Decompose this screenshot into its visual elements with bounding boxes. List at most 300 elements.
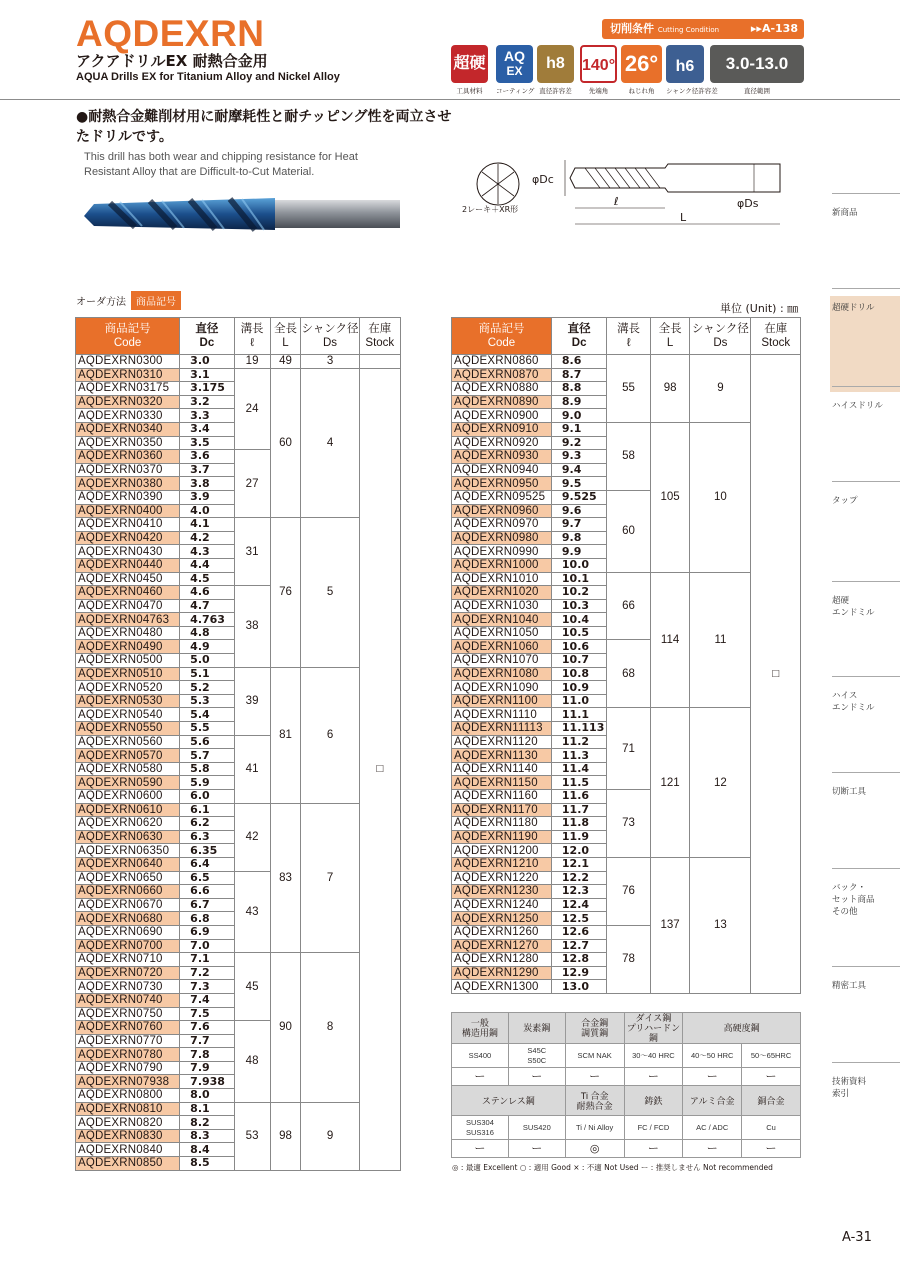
product-code: AQDEXRN1140: [452, 762, 552, 776]
product-code: AQDEXRN0730: [76, 980, 180, 994]
table-row[interactable]: [76, 1102, 401, 1116]
diameter-dc: 3.3: [180, 409, 234, 423]
diameter-dc: 6.6: [180, 885, 234, 899]
badge-label-6: 直径範囲: [744, 87, 770, 95]
product-code: AQDEXRN0870: [452, 368, 552, 382]
diameter-dc: 6.0: [180, 790, 234, 804]
badge-3: 140°: [580, 45, 617, 83]
diameter-dc: 10.1: [551, 572, 606, 586]
total-length-label: L: [680, 211, 687, 224]
side-nav-item-2[interactable]: ハイスドリル: [832, 401, 883, 411]
diameter-dc: 12.3: [551, 885, 606, 899]
product-code: AQDEXRN0470: [76, 599, 180, 613]
diameter-dc: 8.3: [180, 1129, 234, 1143]
badge-1: AQ EX: [496, 45, 533, 83]
flute-length: 68: [607, 640, 650, 708]
product-code: AQDEXRN0940: [452, 463, 552, 477]
table-row[interactable]: [452, 422, 801, 436]
diameter-dc: 7.9: [180, 1061, 234, 1075]
material-cell: S45C S50C: [508, 1044, 565, 1068]
total-length: 98: [650, 355, 690, 423]
badge-label-4: ねじれ角: [628, 87, 655, 95]
material-cell: SS400: [452, 1044, 509, 1068]
diameter-dc: 5.6: [180, 735, 234, 749]
material-cell: ー: [742, 1068, 801, 1086]
flute-length: 39: [234, 667, 270, 735]
cutting-condition-bar[interactable]: [602, 19, 804, 39]
material-cell: ダイス鋼 プリハードン鋼: [624, 1013, 683, 1044]
material-cell: 鋳鉄: [624, 1086, 683, 1116]
flute-length-label: ℓ: [614, 195, 619, 208]
diameter-dc: 9.1: [551, 422, 606, 436]
side-nav-item-3[interactable]: タップ: [832, 496, 858, 506]
diameter-dc: 12.7: [551, 939, 606, 953]
product-code: AQDEXRN0660: [76, 885, 180, 899]
header-dc: 直径 Dc: [180, 318, 234, 355]
side-nav-divider: [832, 868, 900, 869]
material-cell: アルミ合金: [683, 1086, 742, 1116]
diameter-dc: 6.1: [180, 803, 234, 817]
flute-length: 76: [607, 857, 650, 925]
diameter-dc: 5.4: [180, 708, 234, 722]
diameter-dc: 3.9: [180, 490, 234, 504]
header-st: 在庫 Stock: [751, 318, 801, 355]
page-title: AQDEXRN: [76, 13, 265, 54]
total-length: 105: [650, 422, 690, 572]
diameter-dc: 3.0: [180, 355, 234, 369]
diameter-dc: 9.525: [551, 490, 606, 504]
product-code: AQDEXRN0570: [76, 749, 180, 763]
diameter-dc: 4.5: [180, 572, 234, 586]
product-code: AQDEXRN0650: [76, 871, 180, 885]
diameter-dc: 8.9: [551, 395, 606, 409]
shank-diameter: 9: [301, 1102, 359, 1170]
diameter-dc: 12.9: [551, 966, 606, 980]
material-cell: SUS304 SUS316: [452, 1116, 509, 1140]
diameter-dc: 7.0: [180, 939, 234, 953]
product-code: AQDEXRN1220: [452, 871, 552, 885]
product-code: AQDEXRN0370: [76, 463, 180, 477]
diameter-dc: 5.9: [180, 776, 234, 790]
badge-0: 超硬: [451, 45, 488, 83]
diameter-dc: 11.6: [551, 790, 606, 804]
material-cell: ー: [742, 1140, 801, 1158]
material-cell: ◎: [565, 1140, 624, 1158]
diameter-dc: 11.0: [551, 694, 606, 708]
diameter-dc: 12.4: [551, 898, 606, 912]
header-code: 商品記号 Code: [76, 318, 180, 355]
diameter-dc: 6.35: [180, 844, 234, 858]
diameter-dc: 9.9: [551, 545, 606, 559]
diameter-dc: 8.7: [551, 368, 606, 382]
product-code: AQDEXRN0810: [76, 1102, 180, 1116]
page-number: A-31: [842, 1230, 872, 1245]
stock: □: [751, 355, 801, 994]
material-cell: ー: [452, 1140, 509, 1158]
table-row[interactable]: [452, 857, 801, 871]
subtitle-japanese: アクアドリルEX 耐熱合金用: [76, 52, 268, 70]
product-code: AQDEXRN0310: [76, 368, 180, 382]
shank-diameter: 11: [690, 572, 751, 708]
flute-length: 58: [607, 422, 650, 490]
product-code: AQDEXRN0960: [452, 504, 552, 518]
product-code: AQDEXRN0680: [76, 912, 180, 926]
header-sh: シャンク径 Ds: [690, 318, 751, 355]
intro-japanese: ●耐熱合金難削材用に耐摩耗性と耐チッピング性を両立させたドリルです。: [76, 109, 452, 145]
diameter-dc: 4.763: [180, 613, 234, 627]
product-code: AQDEXRN0520: [76, 681, 180, 695]
diameter-dc: 9.4: [551, 463, 606, 477]
flute-type-label: 2レーキ＋XR形: [462, 205, 519, 214]
material-cell: FC / FCD: [624, 1116, 683, 1140]
product-code: AQDEXRN0550: [76, 722, 180, 736]
product-code: AQDEXRN0690: [76, 925, 180, 939]
diameter-dc: 9.5: [551, 477, 606, 491]
material-cell: 一般 構造用鋼: [452, 1013, 509, 1044]
diameter-dc: 8.5: [180, 1157, 234, 1171]
diameter-dc: 13.0: [551, 980, 606, 994]
material-cell: Cu: [742, 1116, 801, 1140]
product-code: AQDEXRN1120: [452, 735, 552, 749]
diameter-dc: 9.8: [551, 531, 606, 545]
diameter-dc: 3.6: [180, 450, 234, 464]
diameter-dc: 11.2: [551, 735, 606, 749]
product-code: AQDEXRN0640: [76, 857, 180, 871]
order-method-label: オーダ方法: [76, 297, 126, 308]
diameter-dc: 6.4: [180, 857, 234, 871]
table-row[interactable]: [76, 518, 401, 532]
diameter-dc: 4.2: [180, 531, 234, 545]
material-row: [452, 1086, 801, 1116]
product-code: AQDEXRN0460: [76, 586, 180, 600]
material-row: [452, 1013, 801, 1044]
total-length: 90: [270, 953, 301, 1103]
spec-table-right: [451, 317, 801, 994]
diameter-dc: 11.113: [551, 722, 606, 736]
diameter-dc: 10.5: [551, 626, 606, 640]
header-tl: 全長 L: [650, 318, 690, 355]
diameter-dc: 9.2: [551, 436, 606, 450]
product-code: AQDEXRN0620: [76, 817, 180, 831]
shank-diameter: 3: [301, 355, 359, 369]
diameter-dc: 12.6: [551, 925, 606, 939]
material-cell: 30～40 HRC: [624, 1044, 683, 1068]
product-code: AQDEXRN0300: [76, 355, 180, 369]
shank-diameter: 8: [301, 953, 359, 1103]
diameter-dc: 11.5: [551, 776, 606, 790]
diameter-dc: 10.7: [551, 654, 606, 668]
diameter-dc: 7.2: [180, 966, 234, 980]
material-cell: SUS420: [508, 1116, 565, 1140]
product-code: AQDEXRN03175: [76, 382, 180, 396]
material-row: [452, 1116, 801, 1140]
cutting-condition-label-en: Cutting Condition: [657, 26, 720, 34]
drill-dimension-diagram: [460, 150, 790, 230]
diameter-dc: 3.4: [180, 422, 234, 436]
product-code: AQDEXRN1110: [452, 708, 552, 722]
side-nav-divider: [832, 966, 900, 967]
material-cell: Ti 合金 耐熱合金: [565, 1086, 624, 1116]
diameter-dc: 5.3: [180, 694, 234, 708]
diameter-dc: 3.7: [180, 463, 234, 477]
badge-label-5: シャンク径許容差: [666, 87, 718, 95]
product-code: AQDEXRN0590: [76, 776, 180, 790]
side-nav-item-8[interactable]: 精密工具: [832, 981, 867, 991]
diameter-dc: 4.6: [180, 586, 234, 600]
diameter-dc: 5.5: [180, 722, 234, 736]
material-cell: ー: [624, 1068, 683, 1086]
product-code: AQDEXRN0790: [76, 1061, 180, 1075]
drill-photo: [80, 186, 402, 242]
diameter-dc: 5.1: [180, 667, 234, 681]
table-row[interactable]: [452, 572, 801, 586]
material-cell: 合金鋼 調質鋼: [565, 1013, 624, 1044]
product-code: AQDEXRN1030: [452, 599, 552, 613]
badge-2: h8: [537, 45, 574, 83]
side-nav-item-7[interactable]: バック・ セット商品 その他: [832, 883, 875, 917]
diameter-dc: 5.2: [180, 681, 234, 695]
side-nav-divider: [832, 193, 900, 194]
diameter-dc: 12.5: [551, 912, 606, 926]
diameter-dc: 7.6: [180, 1021, 234, 1035]
diameter-dc: 10.0: [551, 558, 606, 572]
product-code: AQDEXRN1070: [452, 654, 552, 668]
diameter-dc: 11.8: [551, 817, 606, 831]
product-code: AQDEXRN0860: [452, 355, 552, 369]
table-row[interactable]: [76, 355, 401, 369]
side-nav-item-5[interactable]: ハイス エンドミル: [832, 691, 875, 713]
flute-length: 71: [607, 708, 650, 790]
badge-5: h6: [666, 45, 704, 83]
subtitle-english: AQUA Drills EX for Titanium Alloy and Nickel Alloy: [76, 71, 340, 83]
product-code: AQDEXRN0780: [76, 1048, 180, 1062]
product-code: AQDEXRN11113: [452, 722, 552, 736]
side-nav-item-9[interactable]: 技術資料 索引: [832, 1077, 867, 1099]
product-code: AQDEXRN0380: [76, 477, 180, 491]
product-code: AQDEXRN0350: [76, 436, 180, 450]
product-code: AQDEXRN1200: [452, 844, 552, 858]
badge-label-1: コーティング: [496, 87, 535, 95]
product-code: AQDEXRN1100: [452, 694, 552, 708]
side-nav-item-0[interactable]: 新商品: [832, 208, 858, 218]
diameter-dc: 12.1: [551, 857, 606, 871]
side-nav-divider: [832, 481, 900, 482]
diameter-dc: 10.6: [551, 640, 606, 654]
shank-diameter: 6: [301, 667, 359, 803]
diameter-dc: 5.0: [180, 654, 234, 668]
diameter-dc: 3.175: [180, 382, 234, 396]
diameter-dc: 7.938: [180, 1075, 234, 1089]
material-cell: ー: [565, 1068, 624, 1086]
product-code: AQDEXRN0490: [76, 640, 180, 654]
product-code: AQDEXRN1090: [452, 681, 552, 695]
diameter-dc: 7.7: [180, 1034, 234, 1048]
product-code: AQDEXRN0390: [76, 490, 180, 504]
diameter-dc: 9.6: [551, 504, 606, 518]
product-code: AQDEXRN0480: [76, 626, 180, 640]
material-row: [452, 1068, 801, 1086]
product-code: AQDEXRN0670: [76, 898, 180, 912]
product-code: AQDEXRN1020: [452, 586, 552, 600]
side-nav-item-4[interactable]: 超硬 エンドミル: [832, 596, 875, 618]
flute-length: 27: [234, 450, 270, 518]
product-code: AQDEXRN0430: [76, 545, 180, 559]
material-cell: ー: [624, 1140, 683, 1158]
shank-diameter: 13: [690, 857, 751, 993]
flute-length: 66: [607, 572, 650, 640]
shank-diameter: 9: [690, 355, 751, 423]
diameter-dc: 12.8: [551, 953, 606, 967]
product-code: AQDEXRN0740: [76, 993, 180, 1007]
material-cell: ステンレス鋼: [452, 1086, 566, 1116]
diameter-dc: 6.7: [180, 898, 234, 912]
diameter-dc: 5.7: [180, 749, 234, 763]
stock: [359, 355, 400, 369]
product-code: AQDEXRN0510: [76, 667, 180, 681]
product-code: AQDEXRN0920: [452, 436, 552, 450]
side-nav-divider: [832, 581, 900, 582]
badge-label-2: 直径許容差: [539, 87, 572, 95]
product-code: AQDEXRN1250: [452, 912, 552, 926]
header-fl: 溝長 ℓ: [234, 318, 270, 355]
stock: □: [359, 368, 400, 1170]
diameter-dc: 11.7: [551, 803, 606, 817]
flute-length: 78: [607, 925, 650, 993]
product-code: AQDEXRN0410: [76, 518, 180, 532]
product-code: AQDEXRN1080: [452, 667, 552, 681]
product-code: AQDEXRN0910: [452, 422, 552, 436]
diameter-dc: 4.4: [180, 558, 234, 572]
product-code: AQDEXRN0750: [76, 1007, 180, 1021]
material-legend: ◎ : 最適 Excellent ○ : 適用 Good × : 不適 Not Used ー : 推奨しません Not recommended: [452, 1163, 773, 1172]
flute-length: 48: [234, 1021, 270, 1103]
total-length: 121: [650, 708, 690, 858]
diameter-dc: 3.5: [180, 436, 234, 450]
cutting-condition-ref[interactable]: ▸▸A-138: [750, 22, 798, 35]
product-code: AQDEXRN1240: [452, 898, 552, 912]
product-code: AQDEXRN1060: [452, 640, 552, 654]
product-code: AQDEXRN1230: [452, 885, 552, 899]
product-code: AQDEXRN1180: [452, 817, 552, 831]
shank-diameter: 10: [690, 422, 751, 572]
product-code: AQDEXRN07938: [76, 1075, 180, 1089]
flute-length: 31: [234, 518, 270, 586]
material-cell: ー: [508, 1140, 565, 1158]
product-code: AQDEXRN1270: [452, 939, 552, 953]
header-st: 在庫 Stock: [359, 318, 400, 355]
product-code: AQDEXRN1040: [452, 613, 552, 627]
material-cell: ー: [683, 1068, 742, 1086]
product-code: AQDEXRN0560: [76, 735, 180, 749]
diameter-dc: 6.8: [180, 912, 234, 926]
material-table: [451, 1012, 801, 1158]
product-code: AQDEXRN1010: [452, 572, 552, 586]
diameter-dc: 9.7: [551, 518, 606, 532]
table-row[interactable]: [76, 368, 401, 382]
total-length: 83: [270, 803, 301, 953]
material-cell: 高硬度鋼: [683, 1013, 801, 1044]
table-row[interactable]: [76, 953, 401, 967]
material-cell: SCM NAK: [565, 1044, 624, 1068]
shank-diameter: 5: [301, 518, 359, 668]
material-row: [452, 1044, 801, 1068]
diameter-dc: 4.8: [180, 626, 234, 640]
product-code: AQDEXRN0530: [76, 694, 180, 708]
product-code: AQDEXRN0340: [76, 422, 180, 436]
shank-diameter: 4: [301, 368, 359, 518]
product-code: AQDEXRN04763: [76, 613, 180, 627]
material-cell: ー: [452, 1068, 509, 1086]
product-code: AQDEXRN1000: [452, 558, 552, 572]
product-code: AQDEXRN06350: [76, 844, 180, 858]
diameter-dc: 10.4: [551, 613, 606, 627]
diameter-dc: 7.4: [180, 993, 234, 1007]
diameter-dc: 4.0: [180, 504, 234, 518]
diameter-dc: 8.0: [180, 1089, 234, 1103]
product-code: AQDEXRN0900: [452, 409, 552, 423]
badge-label-3: 先端角: [588, 87, 609, 95]
product-code: AQDEXRN0440: [76, 558, 180, 572]
flute-length: 38: [234, 586, 270, 668]
diameter-dc: 10.9: [551, 681, 606, 695]
side-nav-item-1[interactable]: 超硬ドリル: [832, 303, 875, 313]
material-cell: AC / ADC: [683, 1116, 742, 1140]
product-code: AQDEXRN0610: [76, 803, 180, 817]
diameter-dc: 8.4: [180, 1143, 234, 1157]
diameter-dc: 9.0: [551, 409, 606, 423]
side-nav-item-6[interactable]: 切断工具: [832, 787, 867, 797]
product-code: AQDEXRN1150: [452, 776, 552, 790]
material-cell: 炭素鋼: [508, 1013, 565, 1044]
diameter-dc: 8.1: [180, 1102, 234, 1116]
table-row[interactable]: [452, 708, 801, 722]
product-code: AQDEXRN1210: [452, 857, 552, 871]
header-fl: 溝長 ℓ: [607, 318, 650, 355]
flute-length: 19: [234, 355, 270, 369]
diameter-dc: 7.3: [180, 980, 234, 994]
total-length: 49: [270, 355, 301, 369]
shank-diameter: 7: [301, 803, 359, 953]
product-code: AQDEXRN1130: [452, 749, 552, 763]
flute-length: 60: [607, 490, 650, 572]
product-code: AQDEXRN1300: [452, 980, 552, 994]
diameter-dc: 9.3: [551, 450, 606, 464]
table-row[interactable]: [452, 355, 801, 369]
product-code: AQDEXRN1290: [452, 966, 552, 980]
diameter-dc: 7.5: [180, 1007, 234, 1021]
badge-label-0: 工具材料: [456, 87, 483, 95]
product-code: AQDEXRN1050: [452, 626, 552, 640]
total-length: 114: [650, 572, 690, 708]
diameter-dc: 4.1: [180, 518, 234, 532]
unit-label: 単位 (Unit) : ㎜: [720, 302, 799, 315]
product-code: AQDEXRN0890: [452, 395, 552, 409]
flute-length: 73: [607, 790, 650, 858]
spec-table-left: [75, 317, 401, 1171]
diameter-dc: 4.7: [180, 599, 234, 613]
dc-label: φDc: [532, 173, 554, 186]
table-row[interactable]: [76, 667, 401, 681]
table-row[interactable]: [76, 803, 401, 817]
product-code: AQDEXRN1260: [452, 925, 552, 939]
product-code: AQDEXRN1190: [452, 830, 552, 844]
badge-4: 26°: [621, 45, 662, 83]
diameter-dc: 6.3: [180, 830, 234, 844]
product-code: AQDEXRN0450: [76, 572, 180, 586]
side-nav-divider: [832, 676, 900, 677]
flute-length: 43: [234, 871, 270, 953]
total-length: 76: [270, 518, 301, 668]
